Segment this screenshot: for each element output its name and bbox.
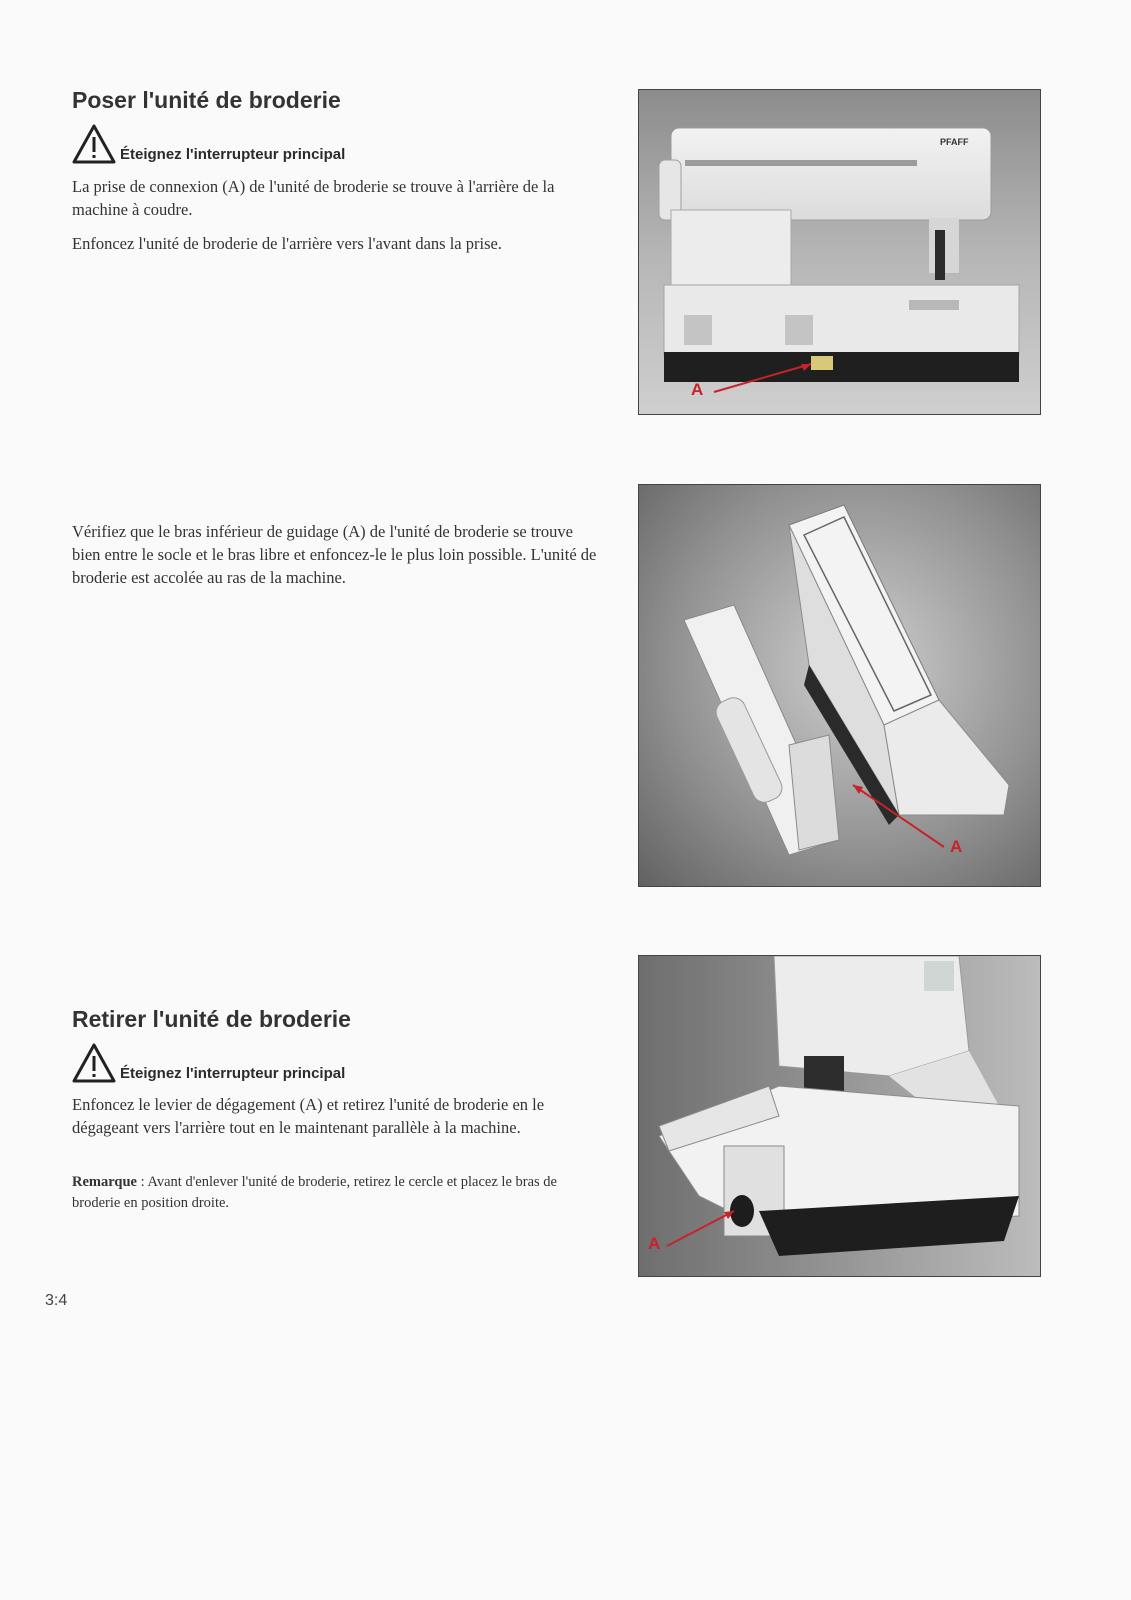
section-title-attach: Poser l'unité de broderie: [72, 87, 341, 113]
section-title-remove: Retirer l'unité de broderie: [72, 1006, 351, 1032]
paragraph-connection: La prise de connexion (A) de l'unité de broderie se trouve à l'arrière de la machine à coudre.: [72, 177, 555, 219]
warning-attach: [72, 124, 345, 164]
warning-remove: [72, 1043, 345, 1083]
brand-logo-text: PFAFF: [940, 137, 969, 147]
photo-release-lever: [638, 955, 1041, 1277]
photo-machine-rear: [638, 89, 1041, 415]
callout-a-2: A: [950, 837, 963, 856]
warning-text: Éteignez l'interrupteur principal: [120, 146, 346, 163]
page-number: 3:4: [45, 1292, 68, 1309]
paragraph-insert: Enfoncez l'unité de broderie de l'arrière vers l'avant dans la prise.: [72, 234, 502, 253]
callout-a-1: A: [691, 380, 704, 399]
callout-a-3: A: [648, 1234, 661, 1253]
paragraph-guide-arm: Vérifiez que le bras inférieur de guidage (A) de l'unité de broderie se trouve bien entre le socle et le bras libre et enfoncez-le le plus loin possible. L'unité de broderie est accolée au ras de la machine.: [72, 522, 597, 587]
note-label: Remarque: [72, 1174, 137, 1190]
note-text: : Avant d'enlever l'unité de broderie, retirez le cercle et placez le bras de broderie en position droite.: [72, 1174, 557, 1211]
warning-triangle-icon: [72, 124, 116, 164]
paragraph-release: Enfoncez le levier de dégagement (A) et retirez l'unité de broderie en le dégageant vers l'arrière tout en le maintenant parallèle à la machine.: [72, 1095, 545, 1137]
warning-triangle-icon: [72, 1043, 116, 1083]
photo-attach-unit: [638, 484, 1041, 887]
warning-text: Éteignez l'interrupteur principal: [120, 1065, 346, 1082]
note-remarque: [72, 1172, 582, 1214]
